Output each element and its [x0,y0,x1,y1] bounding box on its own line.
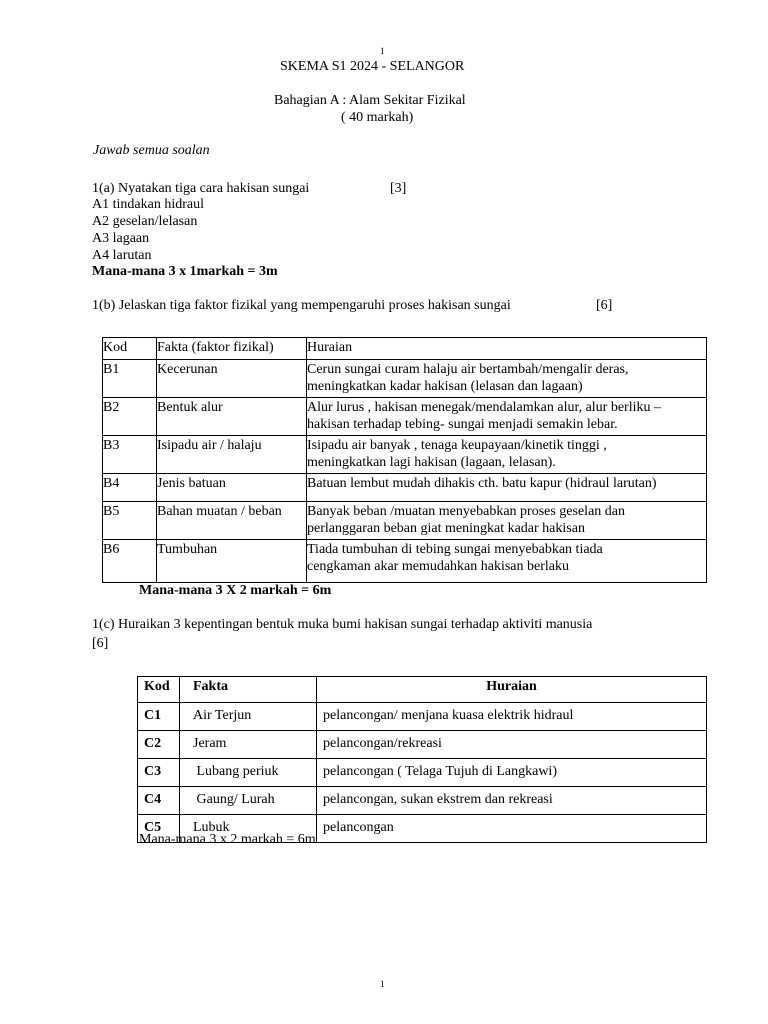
table-row [138,759,707,787]
instruction: Jawab semua soalan [93,143,210,158]
kod-cell: B3 [103,436,157,474]
huraian-line: perlanggaran beban giat meningkat kadar hakisan [307,521,585,536]
q1b-scoring: Mana-mana 3 X 2 markah = 6m [139,583,332,598]
page-number-top: 1 [380,46,385,56]
kod-cell: C3 [138,759,180,787]
fakta-cell: Gaung/ Lurah [180,787,317,815]
fakta-cell: Air Terjun [180,703,317,731]
q1b-mark: [6] [596,298,613,313]
huraian-line: hakisan terhadap tebing- sungai menjadi semakin lebar. [307,417,618,432]
fakta-cell: Jeram [180,731,317,759]
table-row [138,787,707,815]
huraian-cell: pelancongan, sukan ekstrem dan rekreasi [317,787,707,815]
table-row [138,731,707,759]
table-header-cell: Kod [103,338,157,360]
table-header-cell: Huraian [307,338,707,360]
table-header-cell: Kod [138,677,180,703]
fakta-cell: Lubuk [180,815,317,843]
huraian-cell [307,436,707,474]
q1a-answer: A4 larutan [92,248,152,263]
section-marks: ( 40 markah) [341,110,414,125]
kod-cell: C4 [138,787,180,815]
fakta-cell: Isipadu air / halaju [157,436,307,474]
huraian-line: Alur lurus , hakisan menegak/mendalamkan alur, alur berliku – [307,400,661,415]
fakta-cell: Bentuk alur [157,398,307,436]
fakta-cell: Tumbuhan [157,540,307,583]
huraian-cell [307,540,707,583]
q1a-mark: [3] [390,181,407,196]
kod-cell: C5 [138,815,180,843]
table-header-cell: Fakta [180,677,317,703]
huraian-cell [307,360,707,398]
page-number-bottom: 1 [380,979,385,989]
q1a-scoring: Mana-mana 3 x 1markah = 3m [92,264,278,279]
huraian-line: Isipadu air banyak , tenaga keupayaan/kinetik tinggi , [307,438,607,453]
table-row [138,703,707,731]
fakta-cell: Bahan muatan / beban [157,502,307,540]
fakta-cell: Kecerunan [157,360,307,398]
table-header-cell: Fakta (faktor fizikal) [157,338,307,360]
huraian-cell [307,502,707,540]
kod-cell: B6 [103,540,157,583]
kod-cell: C1 [138,703,180,731]
huraian-cell: pelancongan/ menjana kuasa elektrik hidraul [317,703,707,731]
huraian-line: Tiada tumbuhan di tebing sungai menyebabkan tiada [307,542,603,557]
kod-cell: B1 [103,360,157,398]
kod-cell: B5 [103,502,157,540]
q1b-table [102,337,707,583]
kod-cell: C2 [138,731,180,759]
q1b-question: 1(b) Jelaskan tiga faktor fizikal yang mempengaruhi proses hakisan sungai [92,298,511,313]
fakta-cell: Lubang periuk [180,759,317,787]
table-row [103,360,707,398]
q1c-scoring: Mana-mana 3 x 2 markah = 6m [139,832,316,847]
kod-cell: B2 [103,398,157,436]
fakta-cell: Jenis batuan [157,474,307,502]
table-row [103,398,707,436]
huraian-line: Cerun sungai curam halaju air bertambah/mengalir deras, [307,362,629,377]
q1c-table [137,676,707,843]
q1a-answer: A2 geselan/lelasan [92,214,198,229]
q1c-mark: [6] [92,636,109,651]
table-row [103,540,707,583]
table-row [103,474,707,502]
q1a-answer: A1 tindakan hidraul [92,197,204,212]
huraian-line: meningkatkan kadar hakisan (lelasan dan lagaan) [307,379,583,394]
huraian-cell [307,398,707,436]
section-title: Bahagian A : Alam Sekitar Fizikal [274,93,466,108]
huraian-cell: pelancongan [317,815,707,843]
table-header-cell: Huraian [317,677,707,703]
q1a-answer: A3 lagaan [92,231,150,246]
table-row [103,502,707,540]
document-title: SKEMA S1 2024 - SELANGOR [280,59,465,74]
table-header-row [138,677,707,703]
huraian-line: Banyak beban /muatan menyebabkan proses geselan dan [307,504,626,519]
huraian-line: meningkatkan lagi hakisan (lagaan, lelasan). [307,455,556,470]
q1c-question: 1(c) Huraikan 3 kepentingan bentuk muka bumi hakisan sungai terhadap aktiviti manusia [92,617,593,632]
table-row [103,436,707,474]
kod-cell: B4 [103,474,157,502]
huraian-cell [307,474,707,502]
table-header-row [103,338,707,360]
huraian-cell: pelancongan/rekreasi [317,731,707,759]
huraian-line: cengkaman akar memudahkan hakisan berlaku [307,559,570,574]
q1a-question: 1(a) Nyatakan tiga cara hakisan sungai [92,181,310,196]
huraian-line: Batuan lembut mudah dihakis cth. batu kapur (hidraul larutan) [307,476,657,491]
huraian-cell: pelancongan ( Telaga Tujuh di Langkawi) [317,759,707,787]
